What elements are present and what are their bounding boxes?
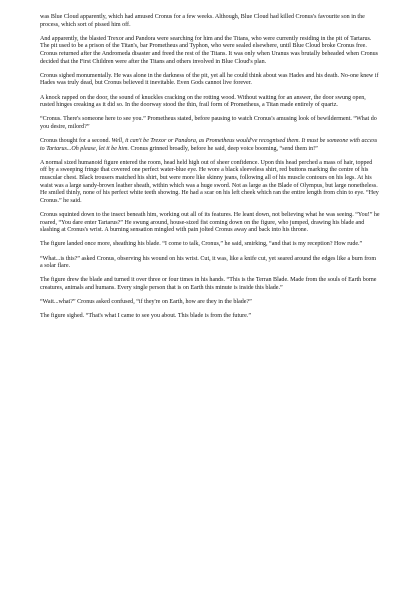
paragraph-11: The figure drew the blade and turned it over three or four times in his hands. “This is the Terran Blade. Made from the souls of Earth borne creatures, animals and humans. Every single person that is on Earth this minute is inside this blade.” [40,277,377,291]
paragraph-3: Cronus sighed monumentally. He was alone in the darkness of the pit, yet all he could think about was Hades and his death. No-one knew if Hades was truly dead, but Cronus believed it inevitable. Even Gods cannot live forever. [40,72,379,87]
paragraph-2: And apparently, the blasted Trexor and Pandora were searching for him and the Titans, who were currently residing in the pit of Tartarus. The pit used to be a prison of the Titan's, bar Prometheus and Typhon, who were sealed elsewhere, until Blue Cloud broke Cronus free. Cronus returned after the Andromeda disaster and freed the rest of the Titans. It was only when Uranus was brutally beheaded when Cronus decided that the First Children were after the Titans and others involved in Blue Cloud's plan. [40,35,379,65]
paragraph-5: “Cronus. There's someone here to see you.” Prometheus stated, before pausing to watch Cronus's amusing look of bewilderment. “What do you desire, milord?” [40,116,377,130]
paragraph-6-thought: Well, it can't be Trexor or Pandora, as Prometheus would've recognised them. It must be someone with access to Tartarus...Oh please, let it be him. [40,138,378,152]
paragraph-10: “What...is this?” asked Cronus, observing his wound on his wrist. Cut, it was, like a knife cut, yet seared around the edges like a burn from a solar flare. [40,255,377,270]
paragraph-6-lead: Cronus thought for a second. [40,138,112,145]
paragraph-4: A knock rapped on the door, the sound of knuckles cracking on the rotting wood. Without waiting for an answer, the door swung open, rusted hinges creaking as it did so. In the doorway stood the thin, frail form of Prometheus, a Titan made entirely of quartz. [40,94,366,109]
paragraph-7: A normal sized humanoid figure entered the room, head held high out of sheer confidence. Upon this head perched a mass of hair, topped off by a sweeping fringe that covered one perfect water-blue eye. He wore a black sleeveless shirt, red buttons marking the centre of his muscular chest. Black trousers matched his shirt, but were more like skinny jeans, following all of his muscle contours on his legs. At his waist was a large sandy-brown leather sheath, within which was a huge sword. Not as large as the Blade of Olympus, but large nonetheless. He smiled thinly, none of his perfect white teeth showing. He had a scar on his left cheek which ran the entire length from chin to eye. “Hey Cronus.” he said. [40,159,379,204]
paragraph-1: was Blue Cloud apparently, which had amused Cronus for a few weeks. Although, Blue Cloud had killed Cronus's favourite son in the process, which sort of pissed him off. [40,14,365,28]
paragraph-12: “Wait...what?” Cronus asked confused, “if they're on Earth, how are they in the blade?” [40,299,252,306]
paragraph-6-tail: Cronus grinned broadly, before he said, deep voice booming, “send them in!” [128,145,318,152]
paragraph-13: The figure sighed. “That's what I came to see you about. This blade is from the future.” [40,313,252,320]
paragraph-6 [40,138,380,153]
paragraph-9: The figure landed once more, sheathing his blade. “I come to talk, Cronus,” he said, smirking, “and that is my reception? How rude.” [40,241,363,248]
paragraph-8: Cronus squinted down to the insect beneath him, working out all of its features. He leant down, not believing what he was seeing. “You!” he roared, “You dare enter Tartarus?” He swung around, house-sized fist coming down on the figure, who jumped, drawing his blade and slashing at Cronus's wrist. A burning sensation mingled with pain jolted Cronus away and back into his throne. [40,212,380,234]
